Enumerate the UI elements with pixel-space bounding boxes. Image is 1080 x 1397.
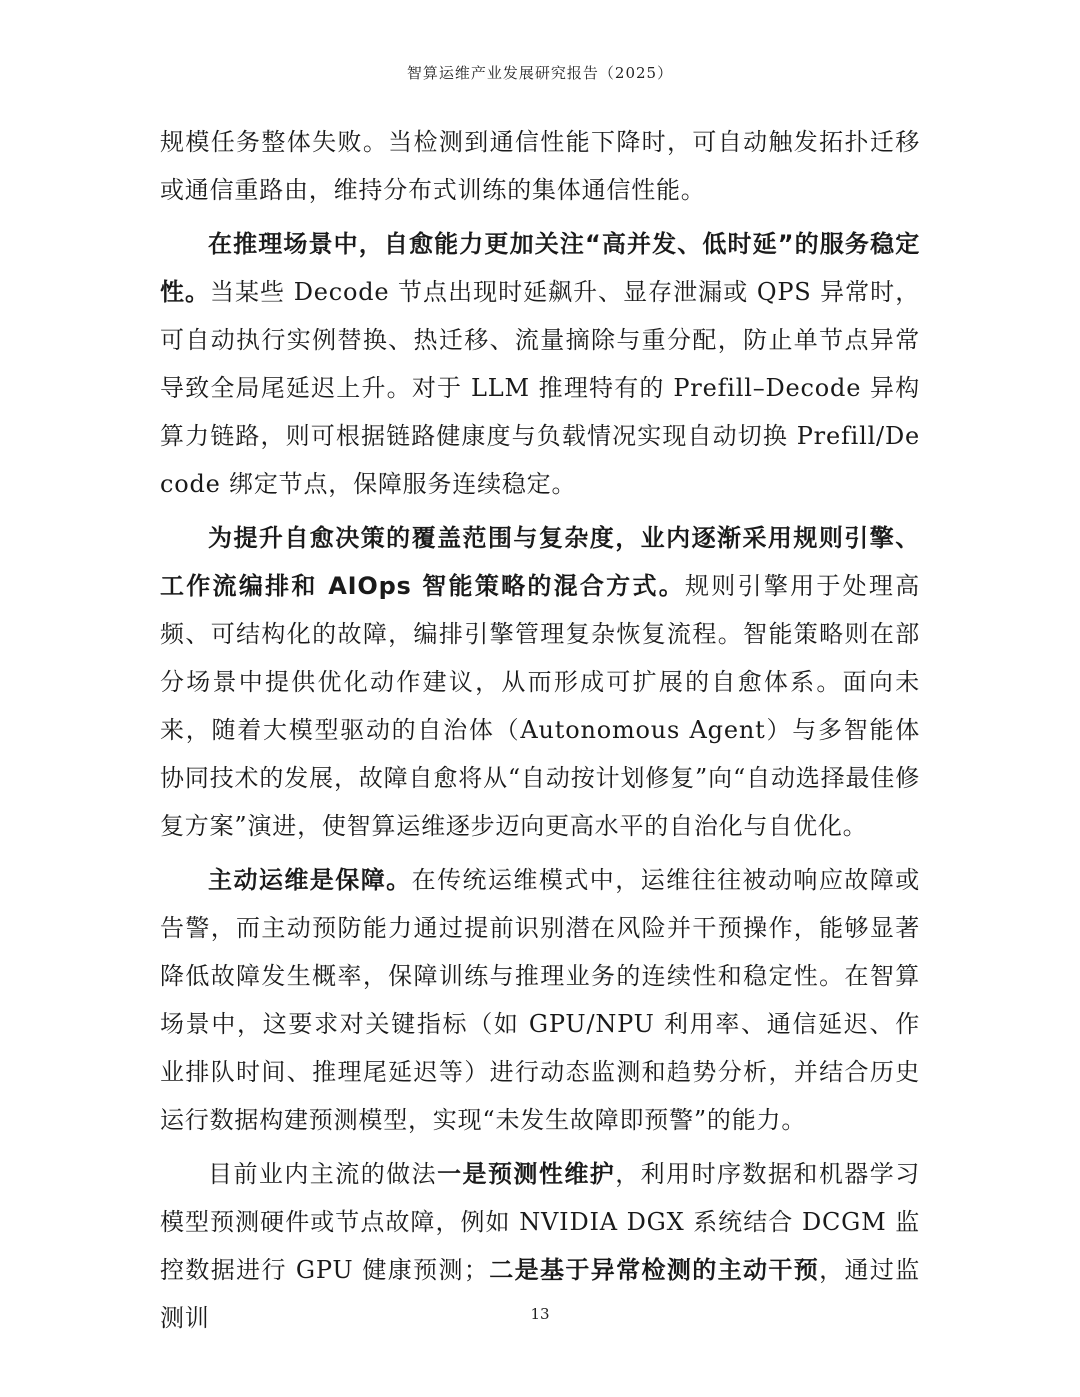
document-body — [160, 118, 920, 1348]
page-header: 智算运维产业发展研究报告（2025） — [406, 64, 674, 82]
paragraph-5-heading-2: 二是基于异常检测的主动干预 — [488, 1256, 820, 1284]
paragraph-4-heading: 主动运维是保障。 — [208, 866, 412, 894]
paragraph-3 — [160, 514, 920, 850]
paragraph-5-heading-1: 一是预测性维护 — [437, 1160, 616, 1188]
paragraph-4-text: 在传统运维模式中，运维往往被动响应故障或告警，而主动预防能力通过提前识别潜在风险并干预操作，能够显著降低故障发生概率，保障训练与推理业务的连续性和稳定性。在智算场景中，这要求对关键指标（如 GPU/NPU 利用率、通信延迟、作业排队时间、推理尾延迟等）进行动态监测和趋势分析，并结合历史运行数据构建预测模型，实现“未发生故障即预警”的能力。 — [160, 866, 921, 1134]
paragraph-1-text: 规模任务整体失败。当检测到通信性能下降时，可自动触发拓扑迁移或通信重路由，维持分布式训练的集体通信性能。 — [160, 128, 920, 204]
paragraph-3-text: 规则引擎用于处理高频、可结构化的故障，编排引擎管理复杂恢复流程。智能策略则在部分场景中提供优化动作建议，从而形成可扩展的自愈体系。面向未来，随着大模型驱动的自治体（Autonomous Agent）与多智能体协同技术的发展，故障自愈将从“自动按计划修复”向“自动选择最佳修复方案”演进，使智算运维逐步迈向更高水平的自治化与自优化。 — [160, 572, 921, 840]
paragraph-2-text: 当某些 Decode 节点出现时延飙升、显存泄漏或 QPS 异常时，可自动执行实例替换、热迁移、流量摘除与重分配，防止单节点异常导致全局尾延迟上升。对于 LLM 推理特有的 Prefill–Decode 异构算力链路，则可根据链路健康度与负载情况实现自动切换 Prefill/Decode 绑定节点，保障服务连续稳定。 — [160, 278, 920, 498]
paragraph-2 — [160, 220, 920, 508]
paragraph-5-text-post: ，通过监测训 — [160, 1256, 920, 1332]
paragraph-3-heading: 为提升自愈决策的覆盖范围与复杂度，业内逐渐采用规则引擎、工作流编排和 AIOps 智能策略的混合方式。 — [160, 524, 920, 600]
paragraph-1 — [160, 118, 920, 214]
page-number: 13 — [530, 1305, 550, 1323]
paragraph-2-heading: 在推理场景中，自愈能力更加关注“高并发、低时延”的服务稳定性。 — [160, 230, 920, 306]
paragraph-5-text-mid: ，利用时序数据和机器学习模型预测硬件或节点故障，例如 NVIDIA DGX 系统结合 DCGM 监控数据进行 GPU 健康预测； — [160, 1160, 920, 1284]
paragraph-4 — [160, 856, 920, 1144]
paragraph-5-text-pre: 目前业内主流的做法 — [208, 1160, 438, 1188]
